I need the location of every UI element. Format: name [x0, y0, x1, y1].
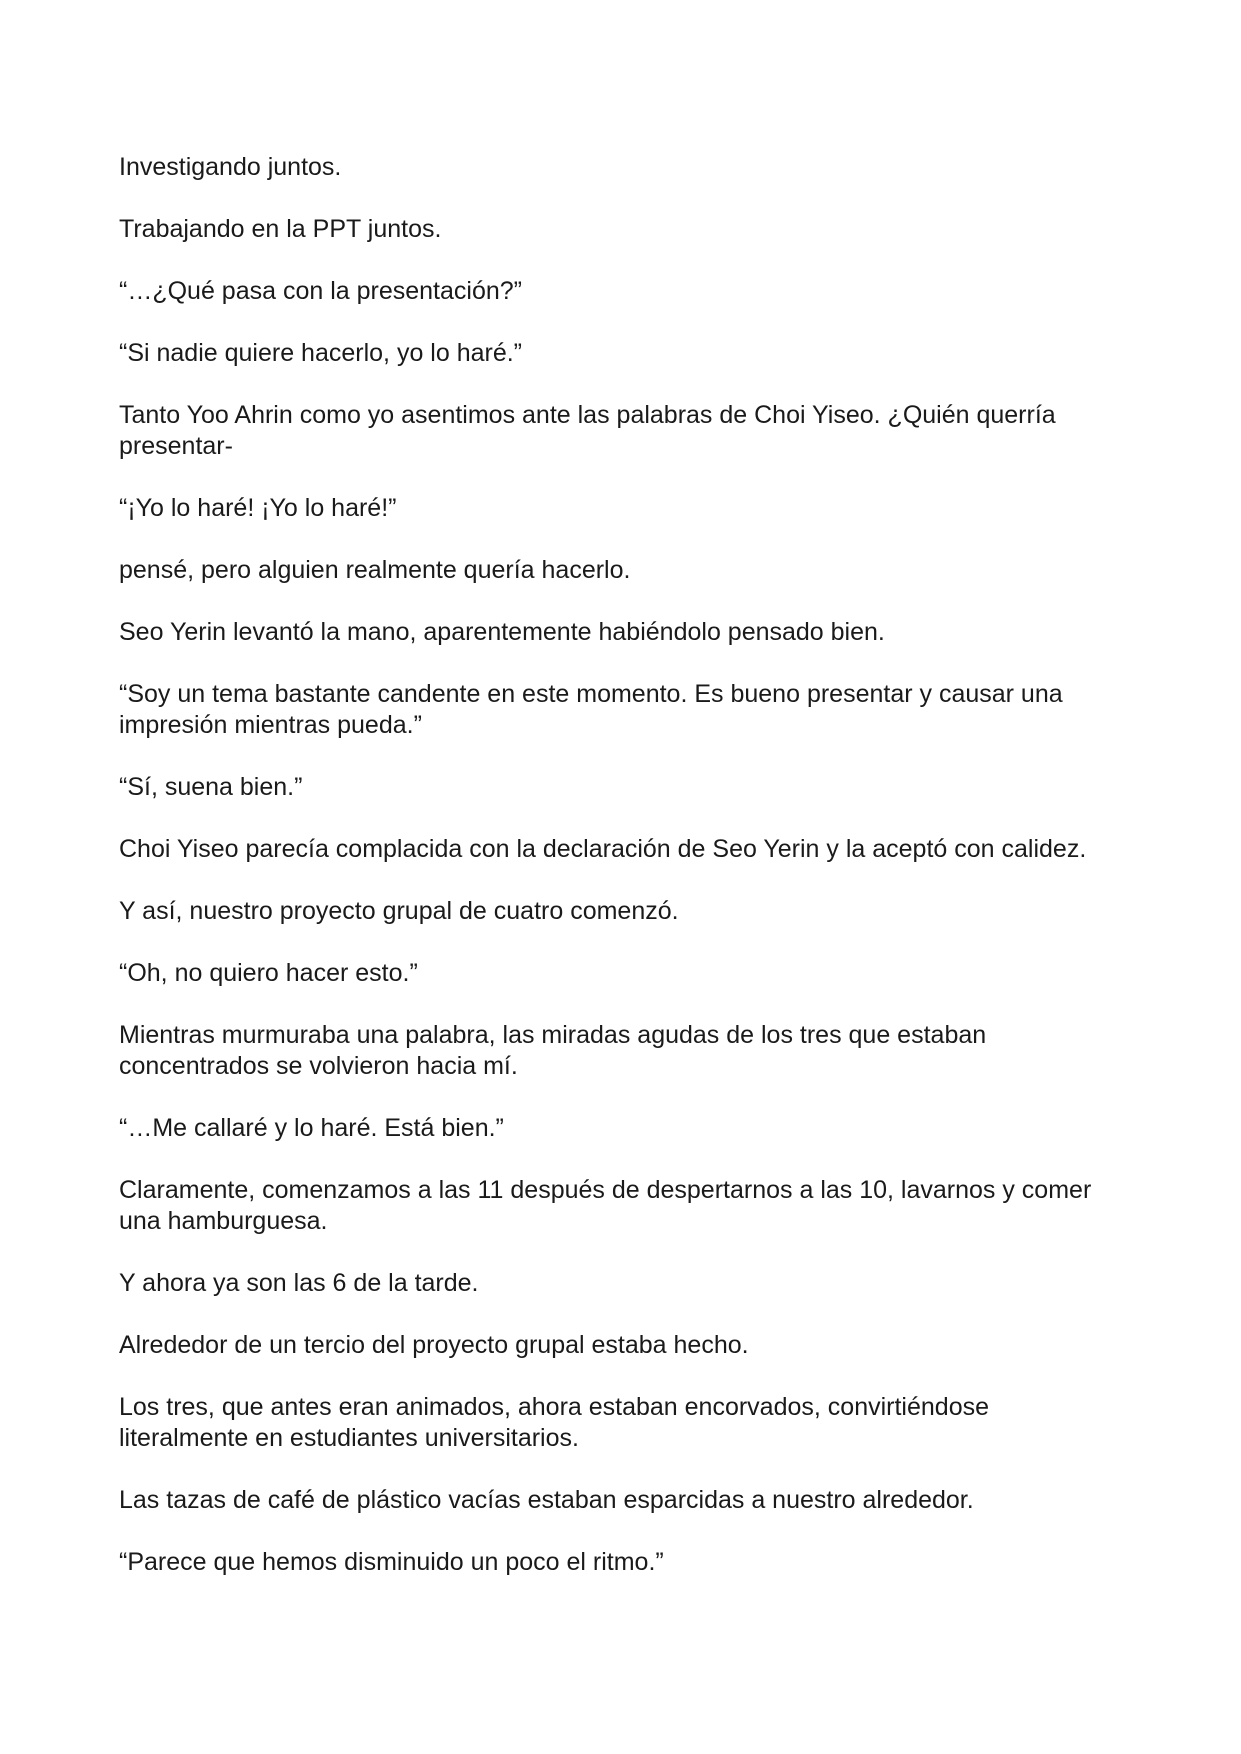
- paragraph: Tanto Yoo Ahrin como yo asentimos ante las palabras de Choi Yiseo. ¿Quién querría presentar-: [119, 401, 1056, 460]
- paragraph: “Si nadie quiere hacerlo, yo lo haré.”: [119, 339, 523, 367]
- paragraph: pensé, pero alguien realmente quería hacerlo.: [119, 556, 631, 584]
- paragraph: “Oh, no quiero hacer esto.”: [119, 959, 418, 987]
- paragraph: “…¿Qué pasa con la presentación?”: [119, 277, 522, 305]
- paragraph: Alrededor de un tercio del proyecto grupal estaba hecho.: [119, 1331, 749, 1359]
- paragraph: Los tres, que antes eran animados, ahora estaban encorvados, convirtiéndose literalmente en estudiantes universitarios.: [119, 1393, 989, 1452]
- paragraph: “Parece que hemos disminuido un poco el ritmo.”: [119, 1548, 664, 1576]
- paragraph: Las tazas de café de plástico vacías estaban esparcidas a nuestro alrededor.: [119, 1486, 974, 1514]
- paragraph: Investigando juntos.: [119, 153, 342, 181]
- paragraph: Mientras murmuraba una palabra, las miradas agudas de los tres que estaban concentrados se volvieron hacia mí.: [119, 1021, 987, 1080]
- paragraph: Choi Yiseo parecía complacida con la declaración de Seo Yerin y la aceptó con calidez.: [119, 835, 1087, 863]
- paragraph: “Soy un tema bastante candente en este momento. Es bueno presentar y causar una impresión mientras pueda.”: [119, 680, 1063, 739]
- paragraph: “¡Yo lo haré! ¡Yo lo haré!”: [119, 494, 397, 522]
- paragraph: Y ahora ya son las 6 de la tarde.: [119, 1269, 479, 1297]
- paragraph: Trabajando en la PPT juntos.: [119, 215, 442, 243]
- paragraph: “…Me callaré y lo haré. Está bien.”: [119, 1114, 504, 1142]
- paragraph: Claramente, comenzamos a las 11 después de despertarnos a las 10, lavarnos y comer una hamburguesa.: [119, 1176, 1092, 1235]
- paragraph: “Sí, suena bien.”: [119, 773, 303, 801]
- paragraph: Y así, nuestro proyecto grupal de cuatro comenzó.: [119, 897, 679, 925]
- paragraph: Seo Yerin levantó la mano, aparentemente habiéndolo pensado bien.: [119, 618, 885, 646]
- document-body: [119, 152, 1119, 1609]
